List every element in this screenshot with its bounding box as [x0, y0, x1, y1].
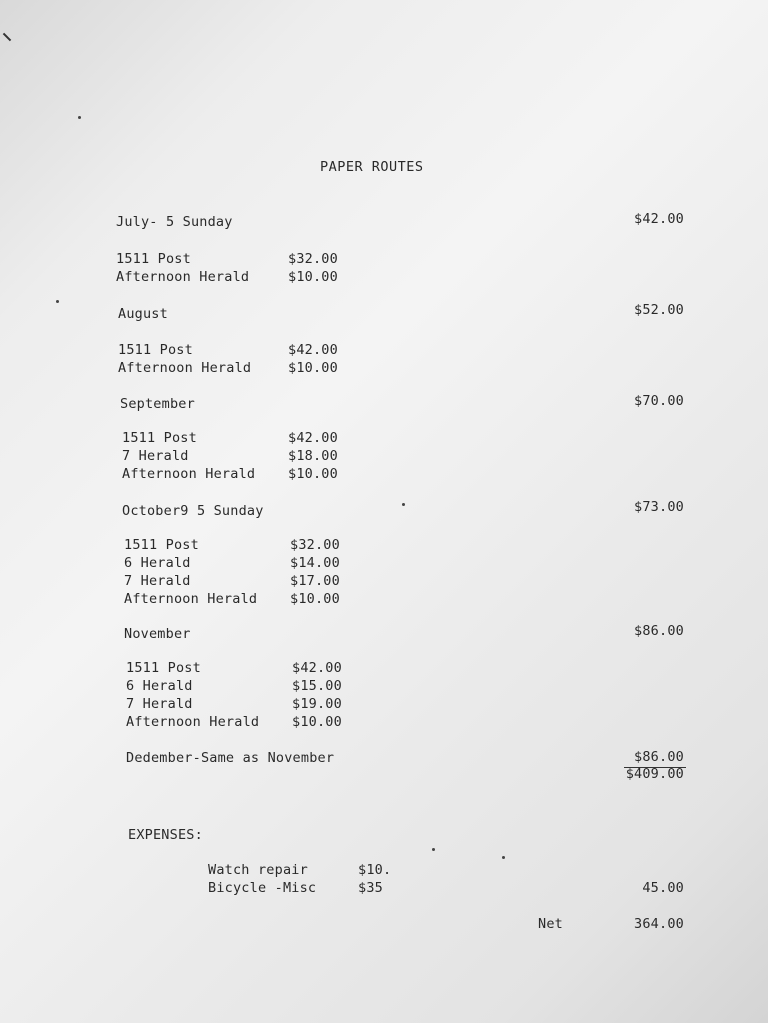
- pen-mark: [3, 33, 11, 41]
- line-item-name: Afternoon Herald: [116, 269, 250, 285]
- month-label-august: August: [118, 306, 168, 322]
- month-label-july: July- 5 Sunday: [116, 214, 233, 230]
- month-total-november: $86.00: [634, 623, 684, 639]
- month-total-december: $86.00: [634, 749, 684, 765]
- line-item-name: Afternoon Herald: [122, 466, 256, 482]
- expenses-heading: EXPENSES:: [128, 827, 203, 843]
- line-item-name: 1511 Post: [126, 660, 201, 676]
- month-label-september: September: [120, 396, 195, 412]
- line-item-amount: $10.00: [288, 360, 338, 376]
- line-item-name: 1511 Post: [122, 430, 197, 446]
- paper-speck: [56, 300, 59, 303]
- line-item-amount: $18.00: [288, 448, 338, 464]
- paper-speck: [78, 116, 81, 119]
- month-total-october: $73.00: [634, 499, 684, 515]
- grand-total: $409.00: [625, 766, 684, 782]
- line-item-amount: $14.00: [290, 555, 340, 571]
- line-item-amount: $42.00: [292, 660, 342, 676]
- line-item-amount: $10.00: [288, 269, 338, 285]
- paper-speck: [502, 856, 505, 859]
- expense-name: Watch repair: [208, 862, 308, 878]
- line-item-amount: $10.00: [292, 714, 342, 730]
- line-item-amount: $32.00: [288, 251, 338, 267]
- line-item-amount: $32.00: [290, 537, 340, 553]
- line-item-name: Afternoon Herald: [126, 714, 260, 730]
- line-item-amount: $10.00: [290, 591, 340, 607]
- month-total-august: $52.00: [634, 302, 684, 318]
- expenses-total: 45.00: [642, 880, 684, 896]
- month-label-december: Dedember-Same as November: [126, 750, 335, 766]
- expense-amount: $10.: [358, 862, 392, 878]
- document-title: PAPER ROUTES: [320, 159, 424, 175]
- line-item-amount: $42.00: [288, 430, 338, 446]
- line-item-name: 6 Herald: [124, 555, 191, 571]
- month-total-july: $42.00: [634, 211, 684, 227]
- line-item-amount: $15.00: [292, 678, 342, 694]
- expense-name: Bicycle -Misc: [208, 880, 317, 896]
- line-item-amount: $19.00: [292, 696, 342, 712]
- line-item-name: 7 Herald: [122, 448, 189, 464]
- line-item-name: 7 Herald: [124, 573, 191, 589]
- net-value: 364.00: [634, 916, 684, 932]
- line-item-name: 1511 Post: [116, 251, 191, 267]
- paper-speck: [402, 503, 405, 506]
- line-item-amount: $42.00: [288, 342, 338, 358]
- line-item-amount: $10.00: [288, 466, 338, 482]
- net-label: Net: [538, 916, 563, 932]
- expense-amount: $35: [358, 880, 383, 896]
- line-item-name: Afternoon Herald: [124, 591, 258, 607]
- line-item-name: 1511 Post: [118, 342, 193, 358]
- month-total-september: $70.00: [634, 393, 684, 409]
- line-item-name: 6 Herald: [126, 678, 193, 694]
- line-item-name: Afternoon Herald: [118, 360, 252, 376]
- line-item-name: 7 Herald: [126, 696, 193, 712]
- line-item-amount: $17.00: [290, 573, 340, 589]
- line-item-name: 1511 Post: [124, 537, 199, 553]
- paper-speck: [432, 848, 435, 851]
- month-label-october: October9 5 Sunday: [122, 503, 264, 519]
- month-label-november: November: [124, 626, 191, 642]
